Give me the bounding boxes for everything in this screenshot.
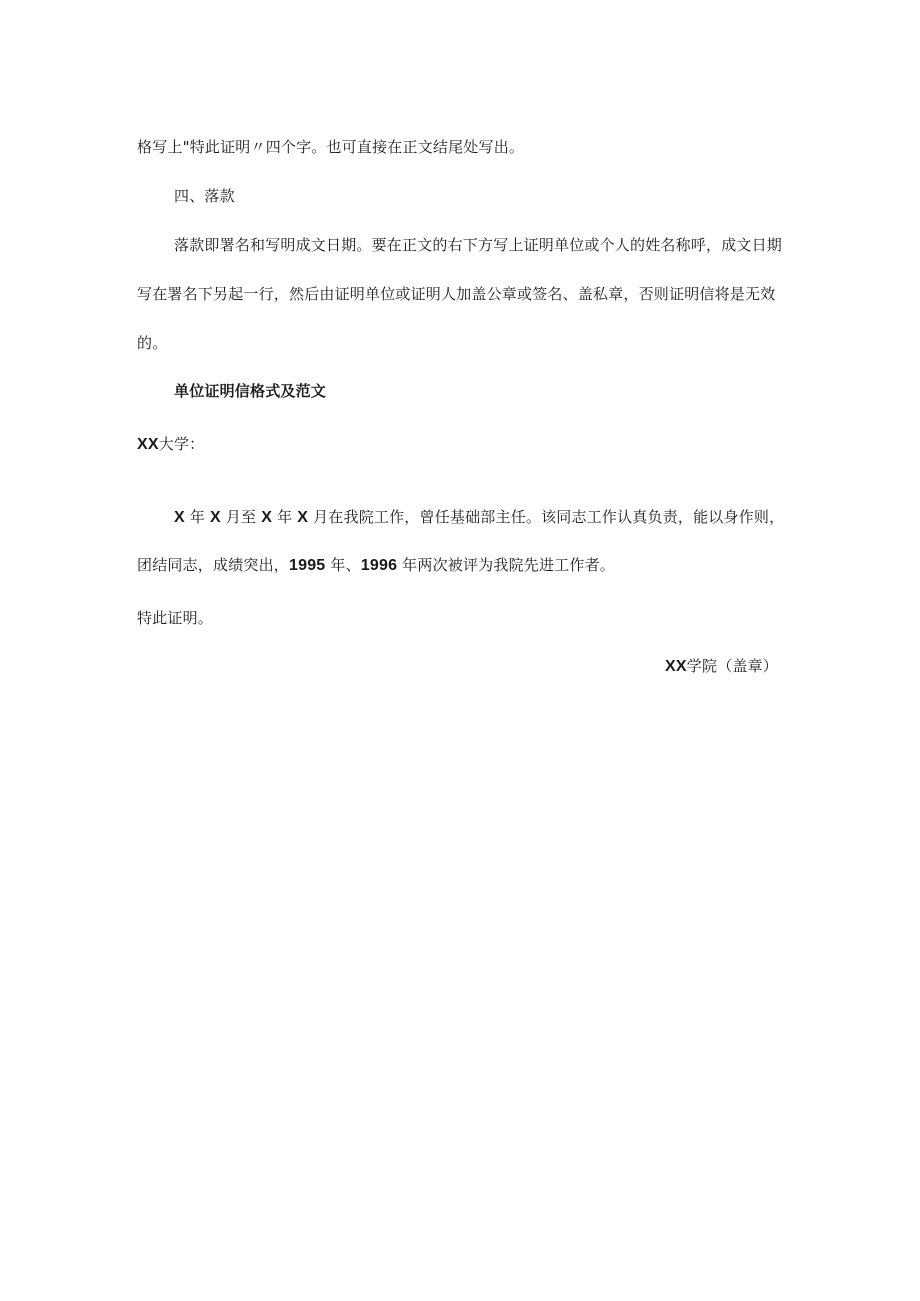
salutation — [137, 434, 797, 455]
body2-text-2: 年、 — [330, 556, 361, 574]
body-line-1 — [174, 507, 800, 528]
salutation-suffix: 大学： — [158, 435, 205, 453]
paragraph-signature-line-2: 写在署名下另起一行，然后由证明单位或证明人加盖公章或签名、盖私章，否则证明信将是无效 — [137, 285, 776, 303]
signature-prefix: XX — [665, 658, 687, 675]
signature-suffix: 学院（盖章） — [686, 657, 778, 675]
body2-year-1: 1995 — [289, 557, 326, 574]
body-x-2: X — [210, 509, 221, 526]
body-line-2 — [137, 555, 797, 576]
body-x-1: X — [174, 509, 185, 526]
closing-phrase: 特此证明。 — [137, 609, 214, 627]
paragraph-signature-line-1: 落款即署名和写明成文日期。要在正文的右下方写上证明单位或个人的姓名称呼，成文日期 — [174, 236, 783, 254]
paragraph-closing-tail: 格写上"特此证明〃四个字。也可直接在正文结尾处写出。 — [137, 138, 525, 156]
section-four-heading: 四、落款 — [174, 187, 235, 205]
body2-year-2: 1996 — [360, 557, 398, 574]
sample-title: 单位证明信格式及范文 — [174, 382, 327, 400]
body2-text-1: 团结同志，成绩突出， — [137, 556, 290, 574]
body2-text-3: 年两次被评为我院先进工作者。 — [402, 556, 615, 574]
body-x-4: X — [297, 509, 309, 526]
body-text-4: 月在我院工作，曾任基础部主任。该同志工作认真负责，能以身作则， — [313, 508, 785, 526]
signature — [665, 656, 778, 677]
body-text-1: 年 — [189, 508, 206, 526]
salutation-prefix: XX — [137, 436, 159, 453]
body-x-3: X — [261, 509, 273, 526]
body-text-2: 月至 — [225, 508, 257, 526]
paragraph-signature-line-3: 的。 — [137, 334, 168, 352]
body-text-3: 年 — [277, 508, 293, 526]
